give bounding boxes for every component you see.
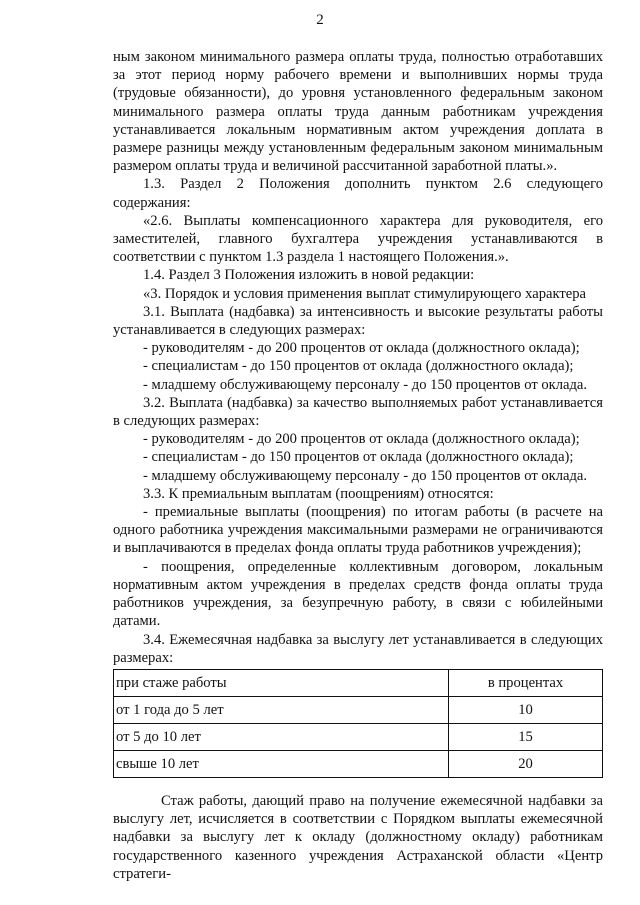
table-cell: от 1 года до 5 лет — [114, 696, 449, 723]
section-heading: «3. Порядок и условия применения выплат стимулирующего характера — [143, 285, 586, 302]
seniority-table — [113, 669, 603, 778]
list-item: - младшему обслуживающему персоналу - до 150 процентов от оклада. — [143, 467, 588, 484]
list-item: - младшему обслуживающему персоналу - до 150 процентов от оклада. — [143, 376, 588, 393]
list-item: - премиальные выплаты (поощрения) по итогам работы (в расчете на одного работника учреждения максимальными размерами не ограничиваются и выплачиваются в пределах фонда оплаты труда работников учреждения); — [113, 504, 603, 557]
list-item: - специалистам - до 150 процентов от оклада (должностного оклада); — [143, 449, 574, 466]
table-header-row — [114, 669, 603, 696]
table-row — [114, 696, 603, 723]
page-number: 2 — [316, 12, 324, 28]
paragraph: 1.4. Раздел 3 Положения изложить в новой редакции: — [143, 267, 475, 284]
paragraph: «2.6. Выплаты компенсационного характера для руководителя, его заместителей, главного бухгалтера учреждения устанавливаются в соответствии с пунктом 1.3 раздела 1 настоящего Положения.». — [113, 212, 603, 266]
paragraph: 1.3. Раздел 2 Положения дополнить пунктом 2.6 следующего содержания: — [113, 176, 603, 211]
list-item: - руководителям - до 200 процентов от оклада (должностного оклада); — [143, 431, 580, 448]
table-cell: свыше 10 лет — [114, 750, 449, 777]
table-header-cell: при стаже работы — [114, 669, 449, 696]
paragraph: ным законом минимального размера оплаты труда, полностью отработавших за этот период норму рабочего времени и выполнивших нормы труда (трудовые обязанности), до уровня установленного федеральным законом минимального размера оплаты труда данным работникам учреждения устанавливается локальным нормативным актом учреждения доплата в размере разницы между установленным федеральным законом минимальным размером оплаты труда и величиной рассчитанной заработной платы.». — [113, 49, 603, 175]
table-row — [114, 723, 603, 750]
paragraph: Стаж работы, дающий право на получение ежемесячной надбавки за выслугу лет, исчисляется в соответствии с Порядком выплаты ежемесячной надбавки за выслугу лет к окладу (должностному окладу) работникам государственного казенного учреждения Астраханской области «Центр стратеги- — [113, 792, 603, 882]
table-cell: от 5 до 10 лет — [114, 723, 449, 750]
paragraph: 3.2. Выплата (надбавка) за качество выполняемых работ устанавливается в следующих размерах: — [113, 394, 603, 430]
list-item: - поощрения, определенные коллективным договором, локальным нормативным актом учреждения в пределах средств фонда оплаты труда работников учреждения, за безупречную работу, в связи с юбилейными датами. — [113, 558, 603, 630]
table-row — [114, 750, 603, 777]
paragraph: 3.1. Выплата (надбавка) за интенсивность и высокие результаты работы устанавливается в следующих размерах: — [113, 303, 603, 339]
paragraph: 3.4. Ежемесячная надбавка за выслугу лет устанавливается в следующих размерах: — [113, 631, 603, 666]
paragraph: 3.3. К премиальным выплатам (поощрениям) относятся: — [143, 485, 494, 502]
table-header-cell: в процентах — [449, 669, 603, 696]
document-body — [113, 48, 603, 883]
table-cell: 15 — [449, 723, 603, 750]
table-cell: 10 — [449, 696, 603, 723]
list-item: - специалистам - до 150 процентов от оклада (должностного оклада); — [143, 358, 574, 375]
table-cell: 20 — [449, 750, 603, 777]
list-item: - руководителям - до 200 процентов от оклада (должностного оклада); — [143, 340, 580, 357]
